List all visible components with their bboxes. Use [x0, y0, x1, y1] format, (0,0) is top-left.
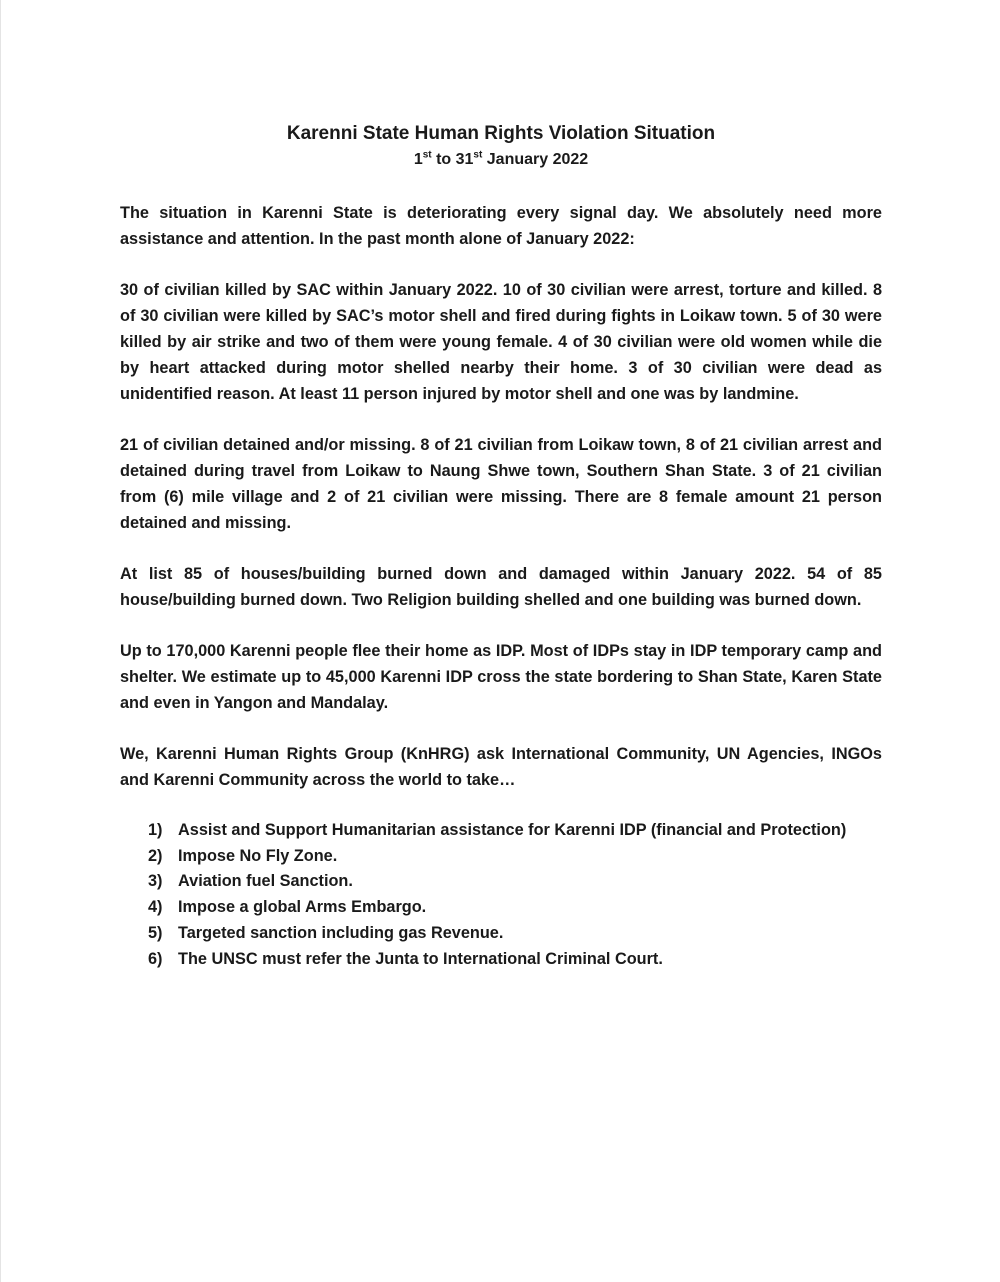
title-block: [1, 120, 1000, 172]
list-item: [148, 895, 882, 921]
list-item: [148, 947, 882, 973]
list-item-number: 6): [148, 949, 163, 968]
list-item-number: 5): [148, 923, 163, 942]
list-item-number: 3): [148, 872, 163, 891]
date-range: [1, 148, 1000, 172]
list-item-number: 1): [148, 821, 163, 839]
list-item-text: Assist and Support Humanitarian assistance for Karenni IDP (financial and Protection): [178, 821, 847, 839]
list-item-number: 2): [148, 846, 163, 865]
date-month-year: January 2022: [486, 151, 589, 168]
list-item: [148, 844, 882, 870]
paragraph-appeal: We, Karenni Human Rights Group (KnHRG) ask International Community, UN Agencies, INGOs and Karenni Community across the world to take…: [120, 745, 882, 789]
list-item: [148, 921, 882, 947]
document-title: Karenni State Human Rights Violation Situation: [286, 123, 716, 144]
list-item: [148, 869, 882, 895]
document-body: [120, 200, 882, 972]
paragraph-detained: 21 of civilian detained and/or missing. 8 of 21 civilian from Loikaw town, 8 of 21 civilian arrest and detained during travel from Loikaw to Naung Shwe town, Southern Shan State. 3 of 21 civilian from (6) mile village and 2 of 21 civilian were missing. There are 8 female amount 21 person detained and missing.: [120, 436, 882, 532]
date-end-suffix: st: [473, 149, 483, 161]
paragraph-killed: 30 of civilian killed by SAC within January 2022. 10 of 30 civilian were arrest, torture and killed. 8 of 30 civilian were killed by SAC’s motor shell and fired during fights in Loikaw town. 5 of 30 were killed by air strike and two of them were young female. 4 of 30 civilian were old women while die by heart attacked during motor shelled nearby their home. 3 of 30 civilian were dead as unidentified reason. At least 11 person injured by motor shell and one was by landmine.: [120, 281, 882, 403]
demands-list: [120, 818, 882, 972]
paragraph-intro: The situation in Karenni State is deteriorating every signal day. We absolutely need more assistance and attention. In the past month alone of January 2022:: [120, 204, 882, 248]
date-to: to 31: [436, 151, 474, 168]
list-item-text: Impose No Fly Zone.: [178, 846, 338, 865]
list-item-text: The UNSC must refer the Junta to International Criminal Court.: [178, 949, 663, 968]
list-item: [148, 818, 882, 844]
date-start-day: 1: [413, 151, 423, 168]
list-item-text: Aviation fuel Sanction.: [178, 872, 353, 891]
paragraph-idp: Up to 170,000 Karenni people flee their home as IDP. Most of IDPs stay in IDP temporary camp and shelter. We estimate up to 45,000 Karenni IDP cross the state bordering to Shan State, Karen State and even in Yangon and Mandalay.: [120, 642, 882, 712]
list-item-text: Targeted sanction including gas Revenue.: [178, 923, 504, 942]
list-item-number: 4): [148, 898, 163, 917]
date-start-suffix: st: [422, 149, 432, 161]
list-item-text: Impose a global Arms Embargo.: [178, 898, 427, 917]
paragraph-houses: At list 85 of houses/building burned down and damaged within January 2022. 54 of 85 house/building burned down. Two Religion building shelled and one building was burned down.: [120, 565, 882, 609]
